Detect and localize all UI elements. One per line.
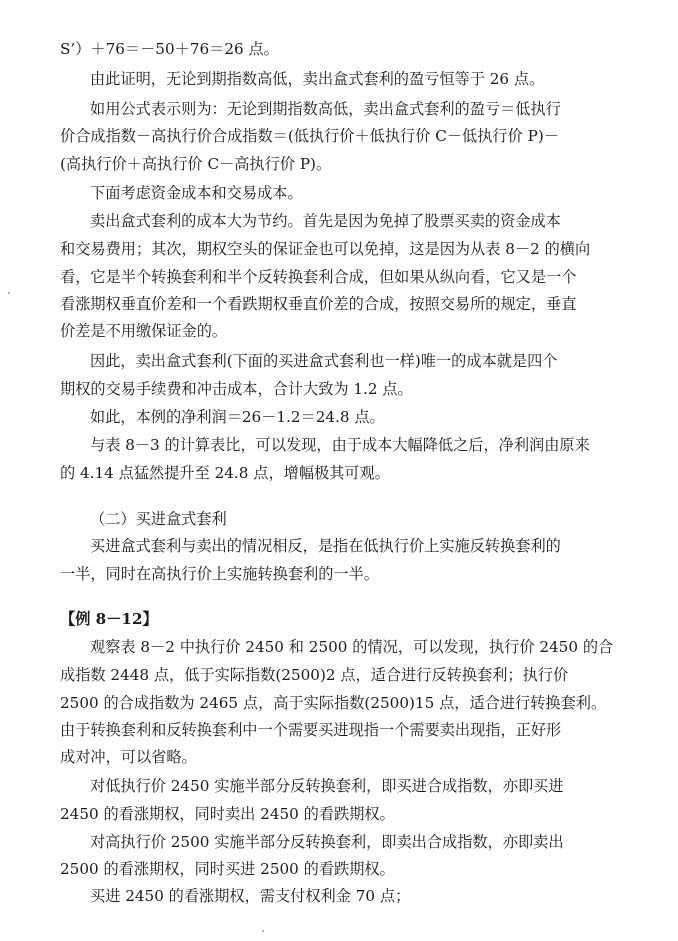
text-line: 一半，同时在高执行价上实施转换套利的一半。 — [60, 565, 379, 583]
text-line: S’）＋76＝－50＋76＝26 点。 — [60, 40, 279, 58]
text-line: 买进盒式套利与卖出的情况相反，是指在低执行价上实施反转换套利的 — [90, 537, 561, 555]
text-line: 价合成指数－高执行价合成指数＝(低执行价＋低执行价 C－低执行价 P)－ — [60, 127, 559, 145]
text-line: 买进 2450 的看涨期权，需支付权利金 70 点； — [90, 887, 411, 905]
text-line: 下面考虑资金成本和交易成本。 — [90, 184, 303, 202]
text-line: 对低执行价 2450 实施半部分反转换套利，即买进合成指数，亦即买进 — [90, 777, 564, 795]
text-line: 和交易费用；其次，期权空头的保证金也可以免掉，这是因为从表 8－2 的横向 — [60, 240, 591, 258]
text-line: (高执行价＋高执行价 C－高执行价 P)。 — [60, 155, 332, 173]
text-line: 成指数 2448 点，低于实际指数(2500)2 点，适合进行反转换套利；执行价 — [60, 666, 569, 684]
text-line: 期权的交易手续费和冲击成本，合计大致为 1.2 点。 — [60, 380, 413, 398]
scan-speck — [262, 930, 264, 932]
text-line: 看，它是半个转换套利和半个反转换套利合成，但如果从纵向看，它又是一个 — [60, 268, 577, 286]
scan-speck — [8, 292, 10, 294]
text-line: 成对冲，可以省略。 — [60, 748, 197, 766]
text-line: 观察表 8－2 中执行价 2450 和 2500 的情况，可以发现，执行价 2450 的合 — [90, 638, 614, 656]
text-line: 由于转换套利和反转换套利中一个需要买进现指一个需要卖出现指，正好形 — [60, 721, 562, 739]
text-line: 2500 的合成指数为 2465 点，高于实际指数(2500)15 点，适合进行转换套利。 — [60, 694, 607, 712]
text-line: 的 4.14 点猛然提升至 24.8 点，增幅极其可观。 — [60, 464, 390, 482]
section-heading: （二）买进盒式套利 — [90, 510, 227, 528]
text-line: 价差是不用缴保证金的。 — [60, 322, 228, 340]
text-line: 卖出盒式套利的成本大为节约。首先是因为免掉了股票买卖的资金成本 — [90, 212, 561, 230]
text-line: 由此证明，无论到期指数高低，卖出盒式套利的盈亏恒等于 26 点。 — [90, 70, 545, 88]
text-line: 2450 的看涨期权，同时卖出 2450 的看跌期权。 — [60, 805, 395, 823]
text-line: 如此，本例的净利润＝26－1.2＝24.8 点。 — [90, 408, 385, 426]
text-line: 2500 的看涨期权，同时买进 2500 的看跌期权。 — [60, 860, 395, 878]
text-line: 与表 8－3 的计算表比，可以发现，由于成本大幅降低之后，净利润由原来 — [90, 436, 590, 454]
text-line: 对高执行价 2500 实施半部分反转换套利，即卖出合成指数，亦即卖出 — [90, 833, 564, 851]
text-line: 看涨期权垂直价差和一个看跌期权垂直价差的合成，按照交易所的规定，垂直 — [60, 295, 577, 313]
example-heading: 【例 8－12】 — [60, 610, 158, 628]
text-line: 因此，卖出盒式套利(下面的买进盒式套利也一样)唯一的成本就是四个 — [90, 352, 558, 370]
text-line: 如用公式表示则为：无论到期指数高低，卖出盒式套利的盈亏＝低执行 — [90, 100, 561, 118]
